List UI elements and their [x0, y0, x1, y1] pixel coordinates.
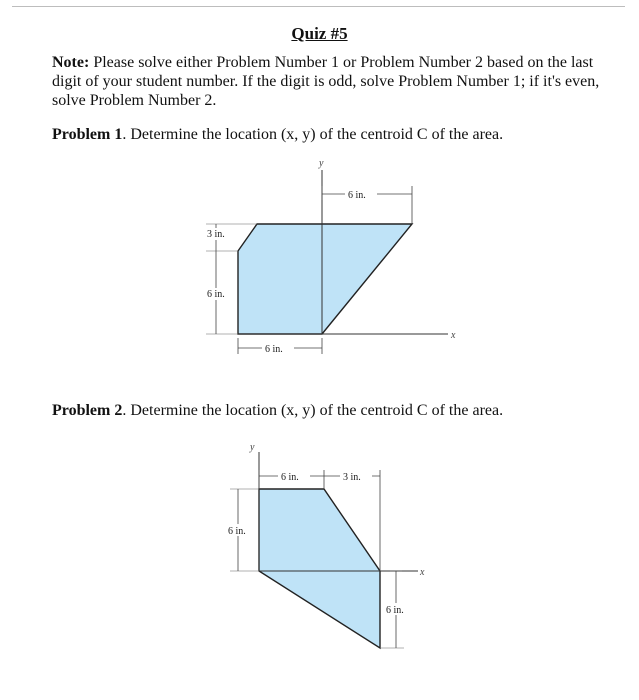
p1-dim-bottom-label: 6 in.: [265, 344, 283, 355]
p1-axis-y-label: y: [319, 158, 324, 169]
p2-axis-y-label: y: [250, 442, 255, 453]
problem-2-text: . Determine the location (x, y) of the centroid C of the area.: [122, 402, 504, 419]
quiz-title: Quiz #5: [291, 24, 348, 43]
p1-dim-left-lower-label: 6 in.: [207, 289, 225, 300]
p2-dim-right-label: 6 in.: [386, 605, 404, 616]
problem-2-label: Problem 2: [52, 402, 123, 419]
problem-1-label: Problem 1: [52, 126, 123, 143]
p1-dim-left-upper-label: 3 in.: [207, 229, 225, 240]
p2-axis-x-label: x: [420, 567, 425, 578]
p2-dim-left-label: 6 in.: [228, 526, 246, 537]
p1-dim-top-label: 6 in.: [348, 190, 366, 201]
note-text: Please solve either Problem Number 1 or Problem Number 2 based on the last digit of your student number. If the digit is odd, solve Problem Number 1; if it's even, solve Problem Number 2.: [52, 54, 600, 109]
note-label: Note:: [52, 54, 90, 71]
p2-area-shape: [259, 489, 380, 648]
problem-1-text: . Determine the location (x, y) of the centroid C of the area.: [122, 126, 504, 143]
p2-dim-top-right-label: 3 in.: [343, 472, 361, 483]
p2-dim-top-left-label: 6 in.: [281, 472, 299, 483]
p1-axis-x-label: x: [451, 330, 456, 341]
